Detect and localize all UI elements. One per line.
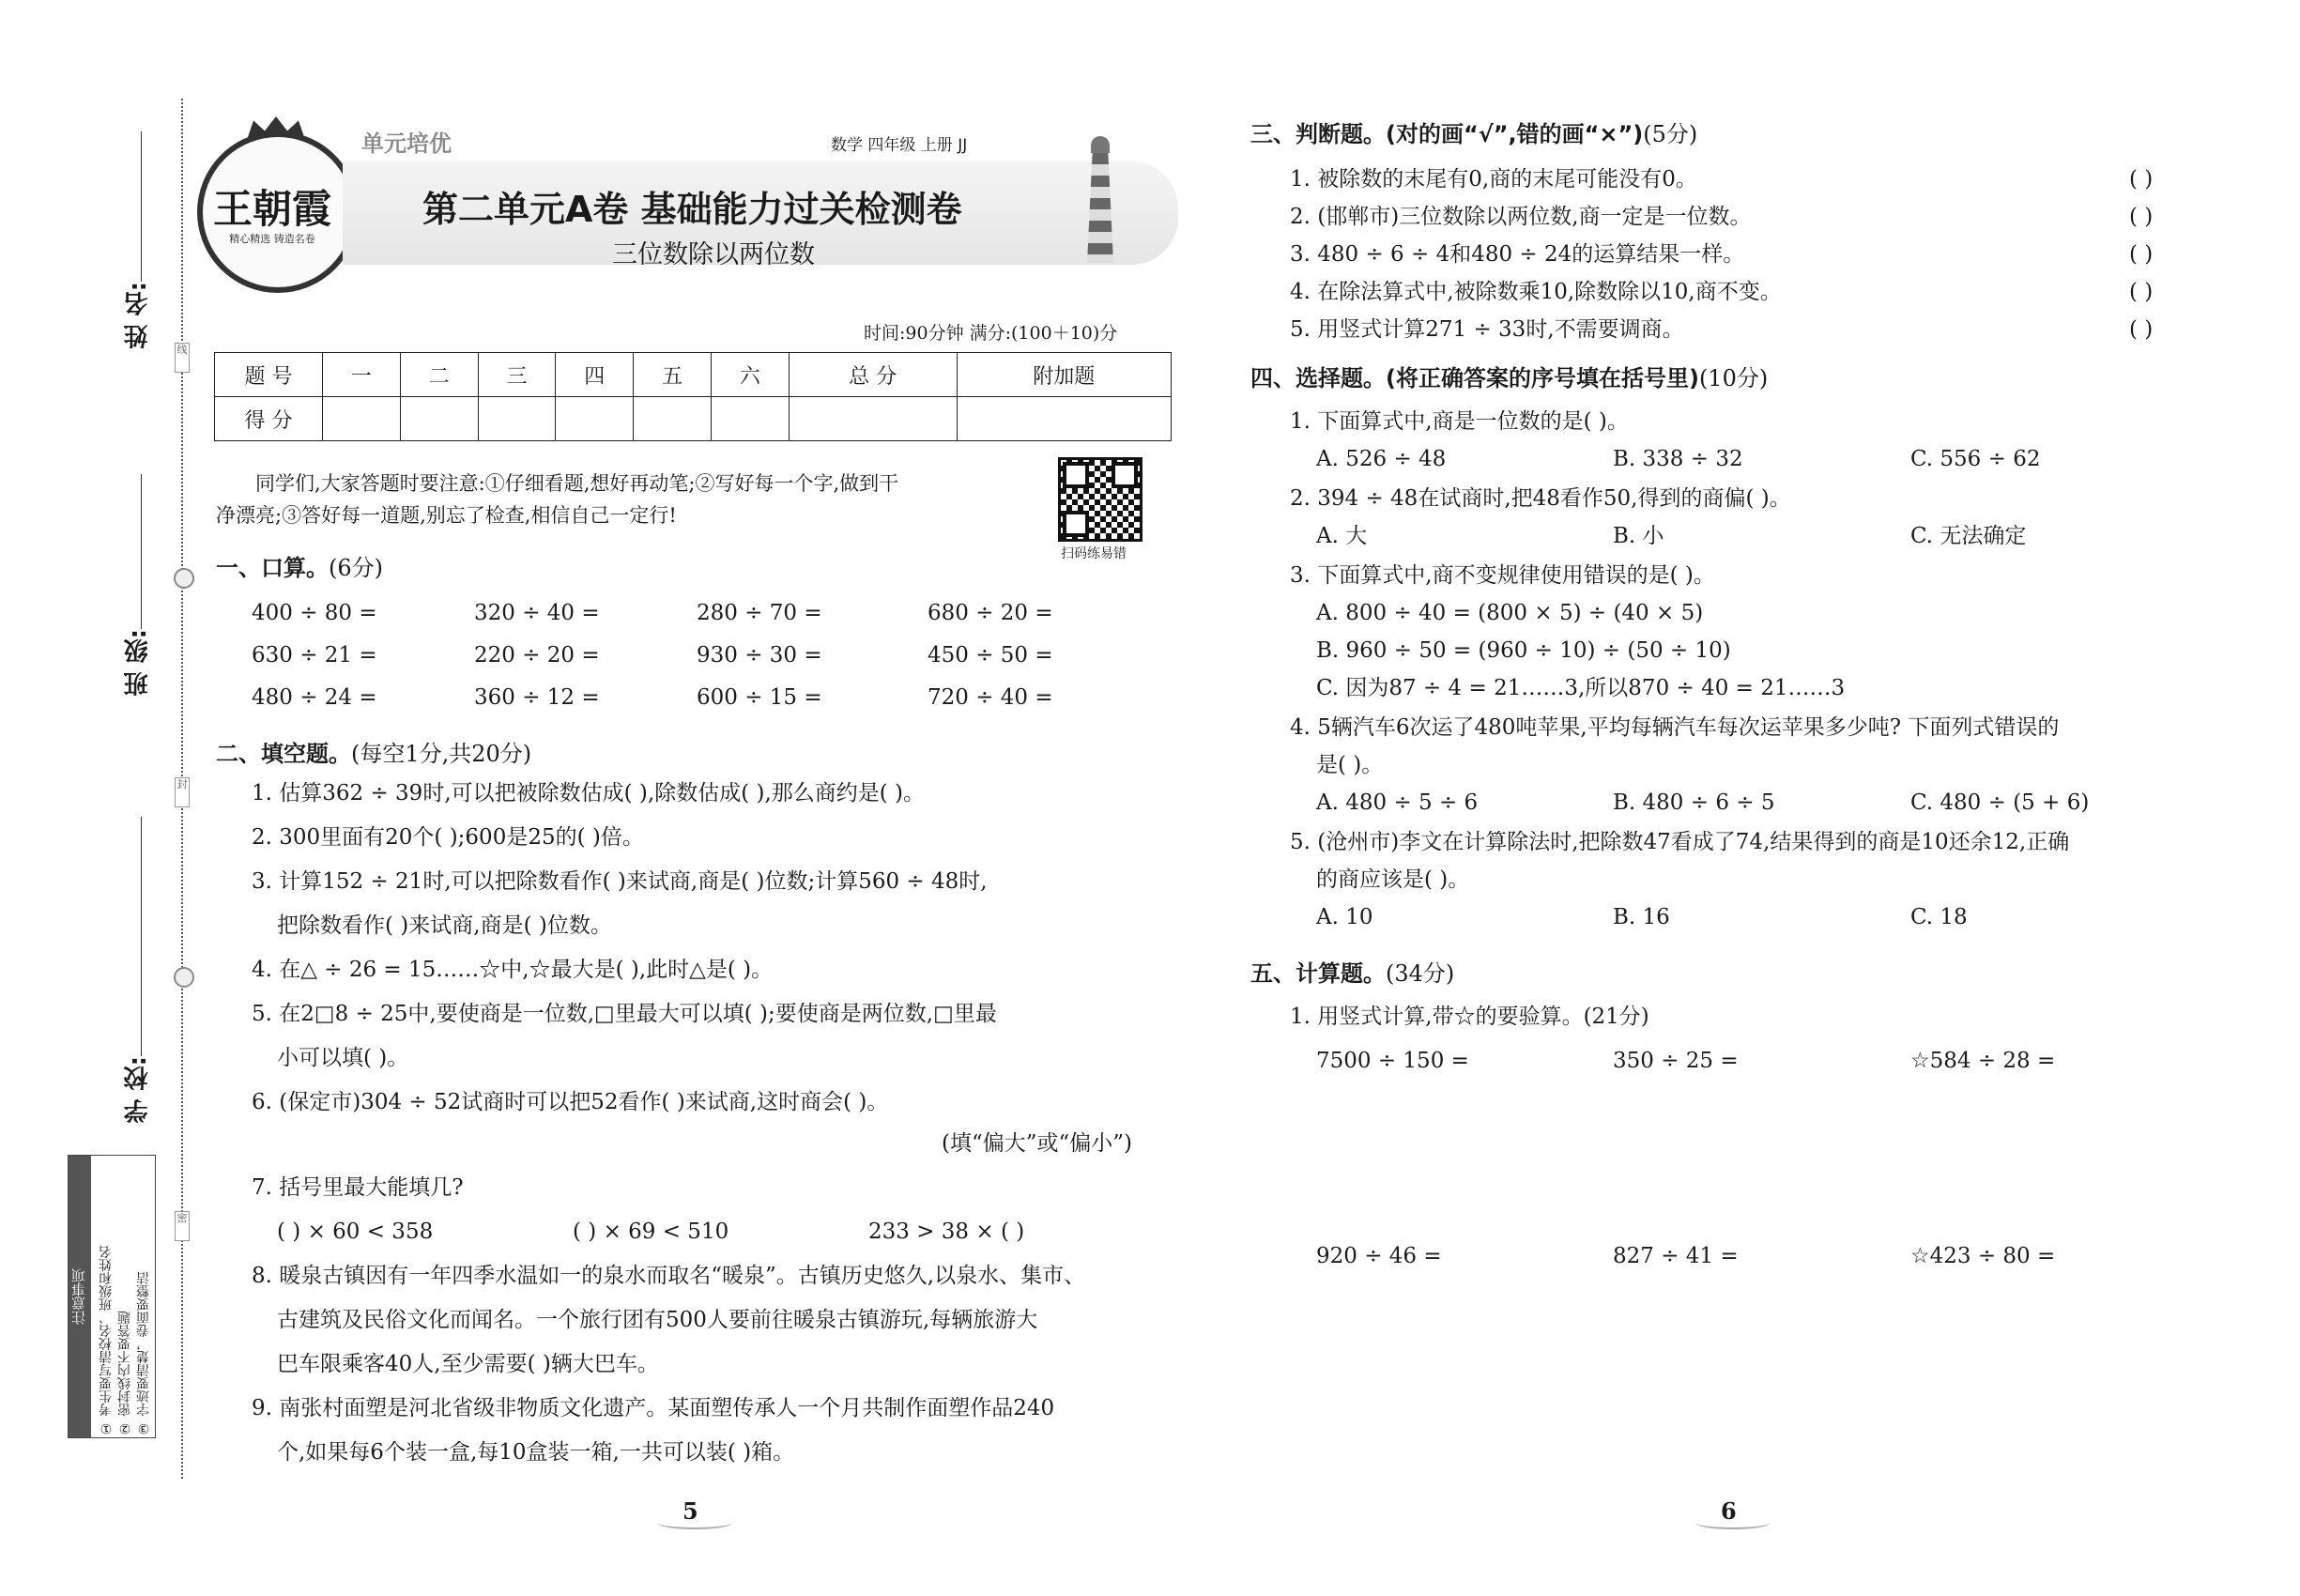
fill-line: 6. (保定市)304 ÷ 52试商时可以把52看作( )来试商,这时商会( )。 (252, 1090, 889, 1114)
calc-item: 720 ÷ 40 = (928, 685, 1053, 710)
choice-option: A. 10 (1316, 905, 1373, 929)
score-row-label: 得 分 (215, 397, 323, 441)
choice-option: B. 338 ÷ 32 (1613, 447, 1743, 471)
binding-mark-seal: 封 (175, 777, 190, 807)
brand-logo (197, 131, 359, 293)
intro-line-2: 净漂亮;③答好每一道题,别忘了检查,相信自己一定行! (216, 504, 677, 527)
page-number-right: 6 (1721, 1497, 1737, 1525)
judge-item: 5. 用竖式计算271 ÷ 33时,不需要调商。 (1290, 317, 1684, 342)
fill-inequality: ( ) × 69 < 510 (573, 1220, 729, 1244)
score-header-cell: 六 (711, 353, 789, 397)
section2-score: (每空1分,共20分) (351, 741, 532, 767)
judge-bracket[interactable]: ( ) (2129, 280, 2154, 304)
section5-title-text: 五、计算题。 (1250, 960, 1386, 987)
choice-option: C. 556 ÷ 62 (1910, 447, 2041, 471)
school-field-line[interactable] (141, 817, 142, 1056)
score-table-score-row (215, 397, 1172, 441)
fill-line: 小可以填( )。 (277, 1046, 409, 1070)
section4-title-text: 四、选择题。(将正确答案的序号填在括号里) (1250, 365, 1699, 391)
calc-item: 480 ÷ 24 = (252, 685, 377, 710)
score-header-cell: 题 号 (215, 353, 323, 397)
score-cell[interactable] (711, 397, 789, 441)
choice-option: B. 16 (1613, 905, 1670, 929)
calc-item: 400 ÷ 80 = (252, 601, 377, 625)
header-meta: 数学 四年级 上册 JJ (831, 136, 968, 155)
binding-hole-2 (174, 967, 194, 988)
binding-mark-line: 线 (175, 343, 190, 373)
calc-item: 630 ÷ 21 = (252, 643, 377, 668)
judge-bracket[interactable]: ( ) (2129, 205, 2154, 229)
judge-item: 3. 480 ÷ 6 ÷ 4和480 ÷ 24的运算结果一样。 (1290, 242, 1745, 267)
notes-item-1: ① 考生要写清校名、班级和姓名 (99, 1245, 114, 1435)
time-info: 时间:90分钟 满分:(100＋10)分 (864, 323, 1118, 344)
section3-title (1250, 120, 1697, 148)
choice-option: B. 480 ÷ 6 ÷ 5 (1613, 790, 1775, 815)
choice-question: 2. 394 ÷ 48在试商时,把48看作50,得到的商偏( )。 (1290, 486, 1791, 511)
section5-score: (34分) (1386, 960, 1455, 987)
fill-line: 9. 南张村面塑是河北省级非物质文化遗产。某面塑传承人一个月共制作面塑作品240 (252, 1396, 1055, 1420)
calc-item: 360 ÷ 12 = (474, 685, 600, 710)
binding-hole-1 (174, 568, 194, 589)
choice-option: C. 18 (1910, 905, 1968, 929)
qr-code-icon[interactable] (1058, 457, 1142, 542)
score-cell[interactable] (634, 397, 712, 441)
score-cell[interactable] (400, 397, 478, 441)
notes-item-3: ③ 字迹要清楚，卷面要整洁 (136, 1271, 151, 1435)
choice-question: 5. (沧州市)李文在计算除法时,把除数47看成了74,结果得到的商是10还余12,正确 (1290, 830, 2070, 854)
vertical-calc-item: 7500 ÷ 150 = (1316, 1049, 1469, 1073)
score-header-cell: 四 (556, 353, 634, 397)
fill-line: 3. 计算152 ÷ 21时,可以把除数看作( )来试商,商是( )位数;计算560 ÷ 48时, (252, 869, 988, 894)
fill-line: 2. 300里面有20个( );600是25的( )倍。 (252, 825, 644, 850)
fill-inequality: ( ) × 60 < 358 (277, 1220, 434, 1244)
section3-score: (5分) (1643, 121, 1698, 147)
choice-question: 3. 下面算式中,商不变规律使用错误的是( )。 (1290, 563, 1715, 588)
class-field-line[interactable] (141, 474, 142, 629)
calc-item: 280 ÷ 70 = (697, 601, 822, 625)
answer-space[interactable] (1314, 1080, 2206, 1230)
fill-inequality: 233 > 38 × ( ) (868, 1220, 1025, 1244)
choice-option: A. 大 (1316, 524, 1368, 548)
fill-line: 7. 括号里最大能填几? (252, 1175, 464, 1200)
calc-item: 680 ÷ 20 = (928, 601, 1053, 625)
score-header-cell: 五 (634, 353, 712, 397)
brand-subtitle: 精心精选 铸造名卷 (229, 233, 315, 245)
class-label: 班 级: (124, 629, 152, 697)
score-header-cell: 总 分 (789, 353, 957, 397)
lighthouse-icon (1080, 136, 1122, 263)
name-field-line[interactable] (141, 131, 142, 282)
fill-line: 1. 估算362 ÷ 39时,可以把被除数估成( ),除数估成( ),那么商约是( )。 (252, 781, 926, 806)
page-swirl-right (1695, 1516, 1771, 1529)
name-label: 姓 名: (124, 282, 152, 349)
judge-item: 2. (邯郸市)三位数除以两位数,商一定是一位数。 (1290, 205, 1752, 229)
section1-title (216, 554, 383, 582)
fill-line: 古建筑及民俗文化而闻名。一个旅行团有500人要前往暖泉古镇游玩,每辆旅游大 (277, 1308, 1038, 1332)
score-table (214, 352, 1172, 441)
score-cell[interactable] (478, 397, 556, 441)
school-label: 学 校: (124, 1056, 152, 1124)
judge-bracket[interactable]: ( ) (2129, 242, 2154, 267)
score-header-cell: 三 (478, 353, 556, 397)
fill-line: 5. 在2□8 ÷ 25中,要使商是一位数,□里最大可以填( );要使商是两位数,□里最 (252, 1002, 997, 1026)
fill-line: 4. 在△ ÷ 26 = 15……☆中,☆最大是( ),此时△是( )。 (252, 958, 774, 982)
series-label: 单元培优 (361, 130, 452, 157)
vertical-calc-item: ☆584 ÷ 28 = (1910, 1049, 2056, 1073)
calc-item: 450 ÷ 50 = (928, 643, 1053, 668)
section4-score: (10分) (1698, 365, 1769, 391)
page-subtitle: 三位数除以两位数 (612, 240, 815, 269)
vertical-calc-item: 920 ÷ 46 = (1316, 1244, 1442, 1268)
section1-score: (6分) (329, 555, 383, 581)
binding-mark-secret: 密 (175, 1211, 190, 1241)
score-table-header-row (215, 353, 1172, 397)
section5-title (1250, 959, 1454, 988)
choice-option: B. 小 (1613, 524, 1664, 548)
brand-crown-icon (248, 116, 304, 137)
notes-item-2: ② 密封线内不要答题 (117, 1311, 132, 1435)
notes-title: 注意事项 (69, 1156, 91, 1437)
fill-line: 个,如果每6个装一盒,每10盒装一箱,一共可以装( )箱。 (277, 1440, 795, 1465)
calc-item: 220 ÷ 20 = (474, 643, 600, 668)
choice-question-cont: 是( )。 (1316, 753, 1384, 777)
section1-title-text: 一、口算。 (216, 555, 329, 581)
vertical-calc-item: 827 ÷ 41 = (1613, 1244, 1739, 1268)
calc-item: 320 ÷ 40 = (474, 601, 600, 625)
section3-title-text: 三、判断题。(对的画“√”,错的画“×”) (1250, 121, 1644, 147)
choice-option: C. 无法确定 (1910, 524, 2027, 548)
fill-hint: (填“偏大”或“偏小”) (942, 1131, 1132, 1156)
score-cell[interactable] (957, 397, 1171, 441)
calc-subtitle: 1. 用竖式计算,带☆的要验算。(21分) (1290, 1005, 1649, 1029)
score-cell[interactable] (556, 397, 634, 441)
fill-line: 巴车限乘客40人,至少需要( )辆大巴车。 (277, 1352, 659, 1376)
judge-item: 1. 被除数的末尾有0,商的末尾可能没有0。 (1290, 167, 1697, 192)
score-header-cell: 二 (400, 353, 478, 397)
choice-option: B. 960 ÷ 50 = (960 ÷ 10) ÷ (50 ÷ 10) (1316, 638, 1731, 663)
section2-title-text: 二、填空题。 (216, 741, 351, 767)
judge-bracket[interactable]: ( ) (2129, 317, 2154, 342)
section4-title (1250, 364, 1768, 392)
score-header-cell: 一 (323, 353, 401, 397)
section2-title (216, 740, 531, 768)
intro-line-1: 同学们,大家答题时要注意:①仔细看题,想好再动笔;②写好每一个字,做到干 (255, 472, 899, 495)
answer-space[interactable] (1314, 1277, 2206, 1465)
choice-question-cont: 的商应该是( )。 (1316, 867, 1470, 892)
judge-bracket[interactable]: ( ) (2129, 167, 2154, 192)
fill-line: 把除数看作( )来试商,商是( )位数。 (277, 913, 612, 938)
calc-item: 600 ÷ 15 = (697, 685, 822, 710)
page-title: 第二单元A卷 基础能力过关检测卷 (422, 189, 962, 230)
vertical-calc-item: ☆423 ÷ 80 = (1910, 1244, 2056, 1268)
choice-option: C. 因为87 ÷ 4 = 21……3,所以870 ÷ 40 = 21……3 (1316, 676, 1846, 700)
choice-question: 4. 5辆汽车6次运了480吨苹果,平均每辆汽车每次运苹果多少吨? 下面列式错误的 (1290, 715, 2060, 740)
brand-name: 王朝霞 (212, 186, 331, 232)
choice-option: A. 800 ÷ 40 = (800 × 5) ÷ (40 × 5) (1316, 601, 1704, 625)
score-header-cell: 附加题 (957, 353, 1171, 397)
fill-line: 8. 暖泉古镇因有一年四季水温如一的泉水而取名“暖泉”。古镇历史悠久,以泉水、集市、 (252, 1264, 1086, 1288)
vertical-calc-item: 350 ÷ 25 = (1613, 1049, 1739, 1073)
score-cell[interactable] (323, 397, 401, 441)
choice-option: A. 480 ÷ 5 ÷ 6 (1316, 790, 1479, 815)
choice-option: C. 480 ÷ (5 + 6) (1910, 790, 2090, 815)
page-swirl-left (657, 1516, 732, 1529)
choice-option: A. 526 ÷ 48 (1316, 447, 1447, 471)
calc-item: 930 ÷ 30 = (697, 643, 822, 668)
judge-item: 4. 在除法算式中,被除数乘10,除数除以10,商不变。 (1290, 280, 1782, 304)
qr-caption: 扫码练易错 (1061, 546, 1127, 561)
score-cell[interactable] (789, 397, 957, 441)
choice-question: 1. 下面算式中,商是一位数的是( )。 (1290, 409, 1629, 434)
notes-box (68, 1155, 156, 1438)
page-number-left: 5 (682, 1497, 698, 1525)
